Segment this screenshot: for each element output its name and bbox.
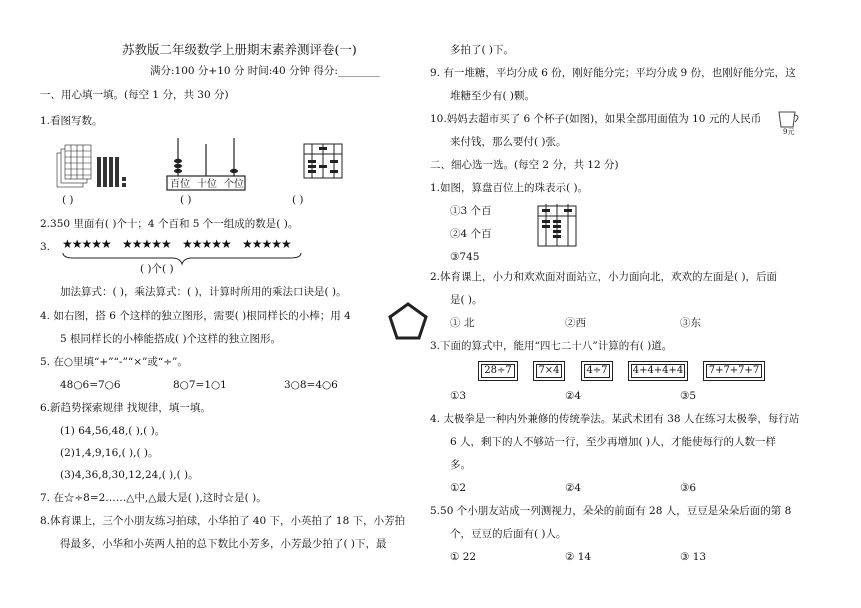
pentagon-icon	[388, 302, 428, 340]
q1-answer-blank-3[interactable]: ( )	[292, 194, 304, 206]
q5-item-3: 3○8=4○6	[284, 379, 338, 391]
choice-question-2-line2: 是( )。	[450, 294, 483, 306]
question-8-continued: 多拍了( )下。	[450, 44, 515, 56]
choice-question-5-line2: 个，豆豆的后面有( )人。	[450, 528, 567, 540]
base-ten-blocks-figure	[55, 143, 135, 193]
formula-box-5: 7+7+7+7	[703, 361, 765, 381]
abacus-label-ones: 个位	[224, 179, 244, 190]
q3-brace-answer[interactable]: ( )个( )	[140, 263, 174, 275]
question-8-line1: 8.体育课上，三个小朋友练习拍球，小华拍了 40 下，小英拍了 18 下，小芳拍	[40, 515, 406, 527]
choice-question-4-line2: 6 人，剩下的人不够站一行，至少再增加( )人，才能使每行的人数一样	[450, 436, 777, 448]
c4-option-3[interactable]: ③6	[680, 482, 697, 494]
star-group-1: ★★★★★	[62, 237, 111, 251]
question-4-line1: 4. 如右图，搭 6 个这样的独立图形，需要( )根同样长的小棒；用 4	[40, 310, 351, 322]
c1-option-1[interactable]: ①3 个百	[450, 205, 492, 217]
question-6: 6.新趋势探索规律 找规律，填一填。	[40, 402, 211, 414]
cup-icon	[776, 110, 804, 130]
question-1: 1.看图写数。	[40, 115, 103, 127]
c2-option-1[interactable]: ① 北	[450, 317, 475, 329]
exam-title: 苏教版二年级数学上册期末素养测评卷(一)	[122, 42, 357, 57]
formula-box-3: 4÷7	[581, 361, 613, 381]
star-group-3: ★★★★★	[182, 237, 231, 251]
choice-question-2-line1: 2.体育课上，小力和欢欢面对面站立，小力面向北，欢欢的左面是( )，后面	[430, 271, 778, 283]
question-3-number: 3.	[40, 241, 51, 253]
exam-meta: 满分:100 分+10 分 时间:40 分钟 得分:________	[150, 65, 380, 77]
c5-option-3[interactable]: ③ 13	[680, 551, 707, 563]
c4-option-1[interactable]: ①2	[450, 482, 467, 494]
cup-price-label: 9元	[783, 128, 795, 136]
section-1-heading: 一、用心填一填。(每空 1 分，共 30 分)	[40, 89, 229, 101]
question-10-line1: 10.妈妈去超市买了 6 个杯子(如图)，如果全部用面值为 10 元的人民币	[430, 113, 762, 125]
question-10-line2: 来付钱，那么要付( )张。	[450, 136, 567, 148]
choice-question-5-line1: 5.50 个小朋友站成一列测视力，朵朵的前面有 28 人，豆豆是朵朵后面的第 8	[430, 505, 792, 517]
question-4-line2: 5 根同样长的小棒能搭成( )个这样的独立图形。	[60, 333, 282, 345]
c3-option-1[interactable]: ①3	[450, 390, 467, 402]
question-5: 5. 在○里填“+”“-”“×”或“÷”。	[40, 356, 188, 368]
question-8-line2: 得最多，小华和小英两人拍的总下数比小芳多，小芳最少拍了( )下，最	[60, 538, 387, 550]
brace-icon	[62, 252, 302, 266]
q3-formulas: 加法算式：( )，乘法算式：( )，计算时所用的乘法口诀是( )。	[60, 286, 347, 298]
c2-option-3[interactable]: ③东	[680, 317, 701, 329]
c5-option-1[interactable]: ① 22	[450, 551, 477, 563]
star-group-4: ★★★★★	[242, 237, 291, 251]
abacus-label-hundreds: 百位	[170, 179, 190, 190]
q1-answer-blank-2[interactable]: ( )	[180, 194, 192, 206]
abacus-label-tens: 十位	[197, 179, 217, 190]
formula-box-1: 28÷7	[478, 361, 518, 381]
q6-item-1: (1) 64,56,48,( ),( )。	[60, 425, 166, 437]
choice-question-4-line1: 4. 太极拳是一种内外兼修的传统拳法。某武术团有 38 人在练习太极拳，每行站	[430, 413, 800, 425]
question-7: 7. 在☆÷8=2……△中,△最大是( ),这时☆是( )。	[40, 492, 267, 504]
c5-option-2[interactable]: ② 14	[565, 551, 592, 563]
formula-box-4: 4+4+4+4	[628, 361, 688, 381]
counting-frame-figure-2	[534, 202, 582, 250]
c1-option-3[interactable]: ③745	[450, 251, 480, 263]
c3-option-2[interactable]: ②4	[565, 390, 582, 402]
c1-option-2[interactable]: ②4 个百	[450, 228, 492, 240]
star-group-2: ★★★★★	[122, 237, 171, 251]
choice-question-3: 3.下面的算式中，能用“四七二十八”计算的有( )道。	[430, 340, 673, 352]
counting-frame-figure	[300, 140, 348, 184]
c4-option-2[interactable]: ②4	[565, 482, 582, 494]
question-9-line2: 堆糖至少有( )颗。	[450, 90, 536, 102]
q5-item-2: 8○7=1○1	[173, 379, 227, 391]
q6-item-3: (3)4,36,8,30,12,24,( ),( )。	[60, 469, 199, 481]
q5-item-1: 48○6=7○6	[60, 379, 121, 391]
formula-box-2: 7×4	[533, 361, 565, 381]
section-2-heading: 二、细心选一选。(每空 2 分，共 12 分)	[430, 159, 619, 171]
choice-question-4-line3: 多。	[450, 459, 471, 471]
c2-option-2[interactable]: ②西	[565, 317, 586, 329]
choice-question-1: 1.如图，算盘百位上的珠表示( )。	[430, 182, 589, 194]
question-2: 2.350 里面有( )个十；4 个百和 5 个一组成的数是( )。	[40, 218, 299, 230]
q1-answer-blank-1[interactable]: ( )	[62, 194, 74, 206]
question-9-line1: 9. 有一堆糖，平均分成 6 份，刚好能分完；平均分成 9 份，也刚好能分完，这	[430, 67, 796, 79]
c3-option-3[interactable]: ③5	[680, 390, 697, 402]
q6-item-2: (2)1,4,9,16,( ),( )。	[60, 447, 159, 459]
